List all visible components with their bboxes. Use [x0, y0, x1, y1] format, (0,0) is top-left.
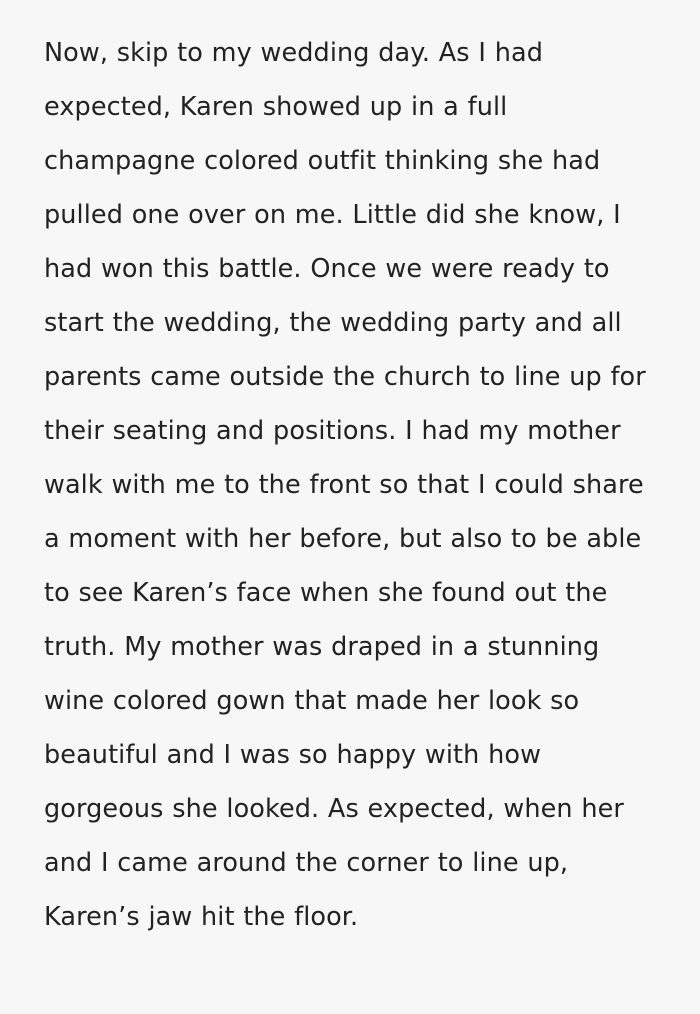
- story-paragraph: Now, skip to my wedding day. As I had expected, Karen showed up in a full champagne colored outfit thinking she had pulled one over on me. Little did she know, I had won this battle. Once we were ready to start the wedding, the wedding party and all parents came outside the church to line up for their seating and positions. I had my mother walk with me to the front so that I could share a moment with her before, but also to be able to see Karen’s face when she found out the truth. My mother was draped in a stunning wine colored gown that made her look so beautiful and I was so happy with how gorgeous she looked. As expected, when her and I came around the corner to line up, Karen’s jaw hit the floor.: [44, 38, 655, 932]
